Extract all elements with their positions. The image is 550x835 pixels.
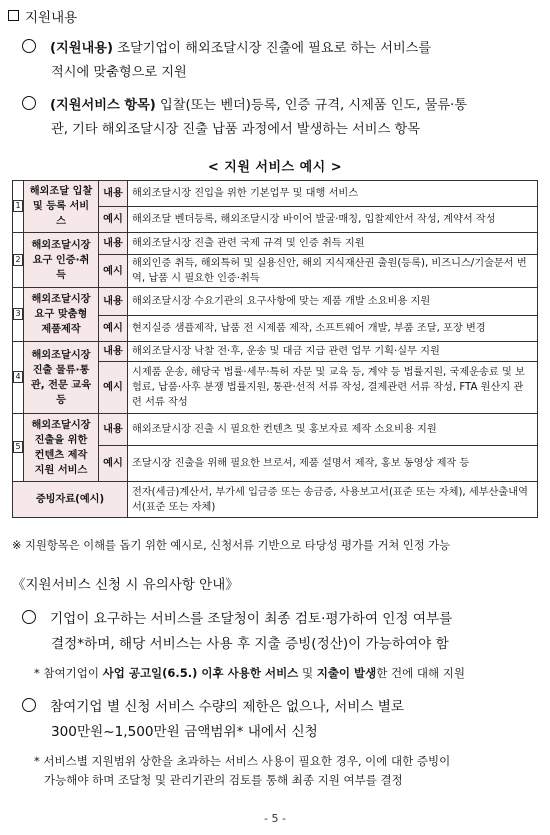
table-row [13,233,538,255]
row-number: 4 [13,342,24,414]
circle-bullet-icon [22,39,36,53]
content-cell: 해외조달시장 수요기관의 요구사항에 맞는 제품 개발 소요비용 지원 [128,288,538,316]
section-header [8,6,77,26]
notice-item [22,695,547,745]
proof-cell: 전자(세금)계산서, 부가세 입금증 또는 송금증, 사용보고서(표준 또는 자체), 세부산출내역서(표준 또는 자체) [128,482,538,518]
example-label: 예시 [99,207,128,233]
notice-note: * 참여기업이 사업 공고일(6.5.) 이후 사용한 서비스 및 지출이 발생한 건에 대해 지원 [34,666,466,680]
notice-text: 참여기업 별 신청 서비스 수량의 제한은 없으나, 서비스 별로 [50,699,405,715]
proof-label: 증빙자료(예시) [13,482,128,518]
table-row [13,288,538,316]
service-category: 해외조달시장 진출 물류·통관, 전문 교육 등 [24,342,99,414]
service-category: 해외조달시장 진출을 위한 컨텐츠 제작 지원 서비스 [24,414,99,482]
example-label: 예시 [99,255,128,288]
table-row [13,414,538,446]
example-cell: 해외조달 벤더등록, 해외조달시장 바이어 발굴·매칭, 입찰제안서 작성, 계약서 작성 [128,207,538,233]
notice-text-continued: 결정*하며, 해당 서비스는 사용 후 지출 증빙(정산)이 가능하여야 함 [51,636,449,652]
example-label: 예시 [99,362,128,414]
content-label: 내용 [99,288,128,316]
table-row [13,181,538,207]
row-number: 1 [13,181,24,233]
page-number: - 5 - [264,812,286,825]
content-label: 내용 [99,233,128,255]
example-cell: 현지실증 샘플제작, 납품 전 시제품 제작, 소프트웨어 개발, 부품 조달, 포장 변경 [128,316,538,342]
example-cell: 시제품 운송, 해당국 법률·세무·특허 자문 및 교육 등, 계약 등 법률지원, 국제운송료 및 보험료, 납품·사후 분쟁 법률지원, 통관·선적 서류 작성, 결제관련 서류 작성, FTA 원산지 관련 서류 작성 [128,362,538,414]
notice-title: 《지원서비스 신청 시 유의사항 안내》 [12,577,239,593]
notice-note: * 서비스별 지원범위 상한을 초과하는 서비스 사용이 필요한 경우, 이에 대한 증빙이 가능해야 하며 조달청 및 관리기관의 검토를 통해 최종 지원 여부를 결정 [34,754,451,787]
notice-text-continued: 300만원~1,500만원 금액범위* 내에서 신청 [51,724,318,740]
service-category: 해외조달시장 요구 인증·취득 [24,233,99,288]
bullet-text: 조달기업이 해외조달시장 진출에 필요로 하는 서비스를 [113,41,432,56]
content-cell: 해외조달시장 낙찰 전·후, 운송 및 대금 지급 관련 업무 기획·실무 지원 [128,342,538,362]
bullet-bold-label: (지원내용) [50,41,114,56]
table-row [13,482,538,518]
bullet-item [22,37,542,85]
table-footnote: ※ 지원항목은 이해를 돕기 위한 예시로, 신청서류 기반으로 타당성 평가를 거쳐 인정 가능 [12,539,451,552]
service-category: 해외조달 입찰 및 등록 서비스 [24,181,99,233]
section-title: 지원내용 [25,10,78,26]
example-label: 예시 [99,316,128,342]
circle-bullet-icon [22,698,36,712]
content-cell: 해외조달시장 진입을 위한 기본업무 및 대행 서비스 [128,181,538,207]
table-caption: < 지원 서비스 예시 > [207,160,343,175]
example-cell: 조달시장 진출을 위해 필요한 브로셔, 제품 설명서 제작, 홍보 동영상 제작 등 [128,446,538,482]
bullet-text-continued: 관, 기타 해외조달시장 진출 납품 과정에서 발생하는 서비스 항목 [51,122,420,137]
service-category: 해외조달시장 요구 맞춤형 제품제작 [24,288,99,342]
content-label: 내용 [99,181,128,207]
checkbox-square-icon [8,10,19,21]
content-label: 내용 [99,342,128,362]
content-cell: 해외조달시장 진출 시 필요한 컨텐츠 및 홍보자료 제작 소요비용 지원 [128,414,538,446]
content-cell: 해외조달시장 진출 관련 국제 규격 및 인증 취득 지원 [128,233,538,255]
notice-text: 기업이 요구하는 서비스를 조달청이 최종 검토·평가하여 인정 여부를 [50,611,453,627]
example-cell: 해외인증 취득, 해외특허 및 실용신안, 해외 지식재산권 출원(등록), 비즈니스/기술문서 번역, 납품 시 필요한 인증·취득 [128,255,538,288]
service-examples-table [12,180,538,518]
bullet-item [22,94,542,142]
bullet-text-continued: 적시에 맞춤형으로 지원 [51,65,187,80]
row-number: 2 [13,233,24,288]
table-row [13,342,538,362]
bullet-bold-label: (지원서비스 항목) [50,98,156,113]
bullet-text: 입찰(또는 벤더)등록, 인증 규격, 시제품 인도, 물류·통 [155,98,468,113]
circle-bullet-icon [22,96,36,110]
notice-item [22,607,547,657]
example-label: 예시 [99,446,128,482]
row-number: 5 [13,414,24,482]
row-number: 3 [13,288,24,342]
circle-bullet-icon [22,610,36,624]
content-label: 내용 [99,414,128,446]
